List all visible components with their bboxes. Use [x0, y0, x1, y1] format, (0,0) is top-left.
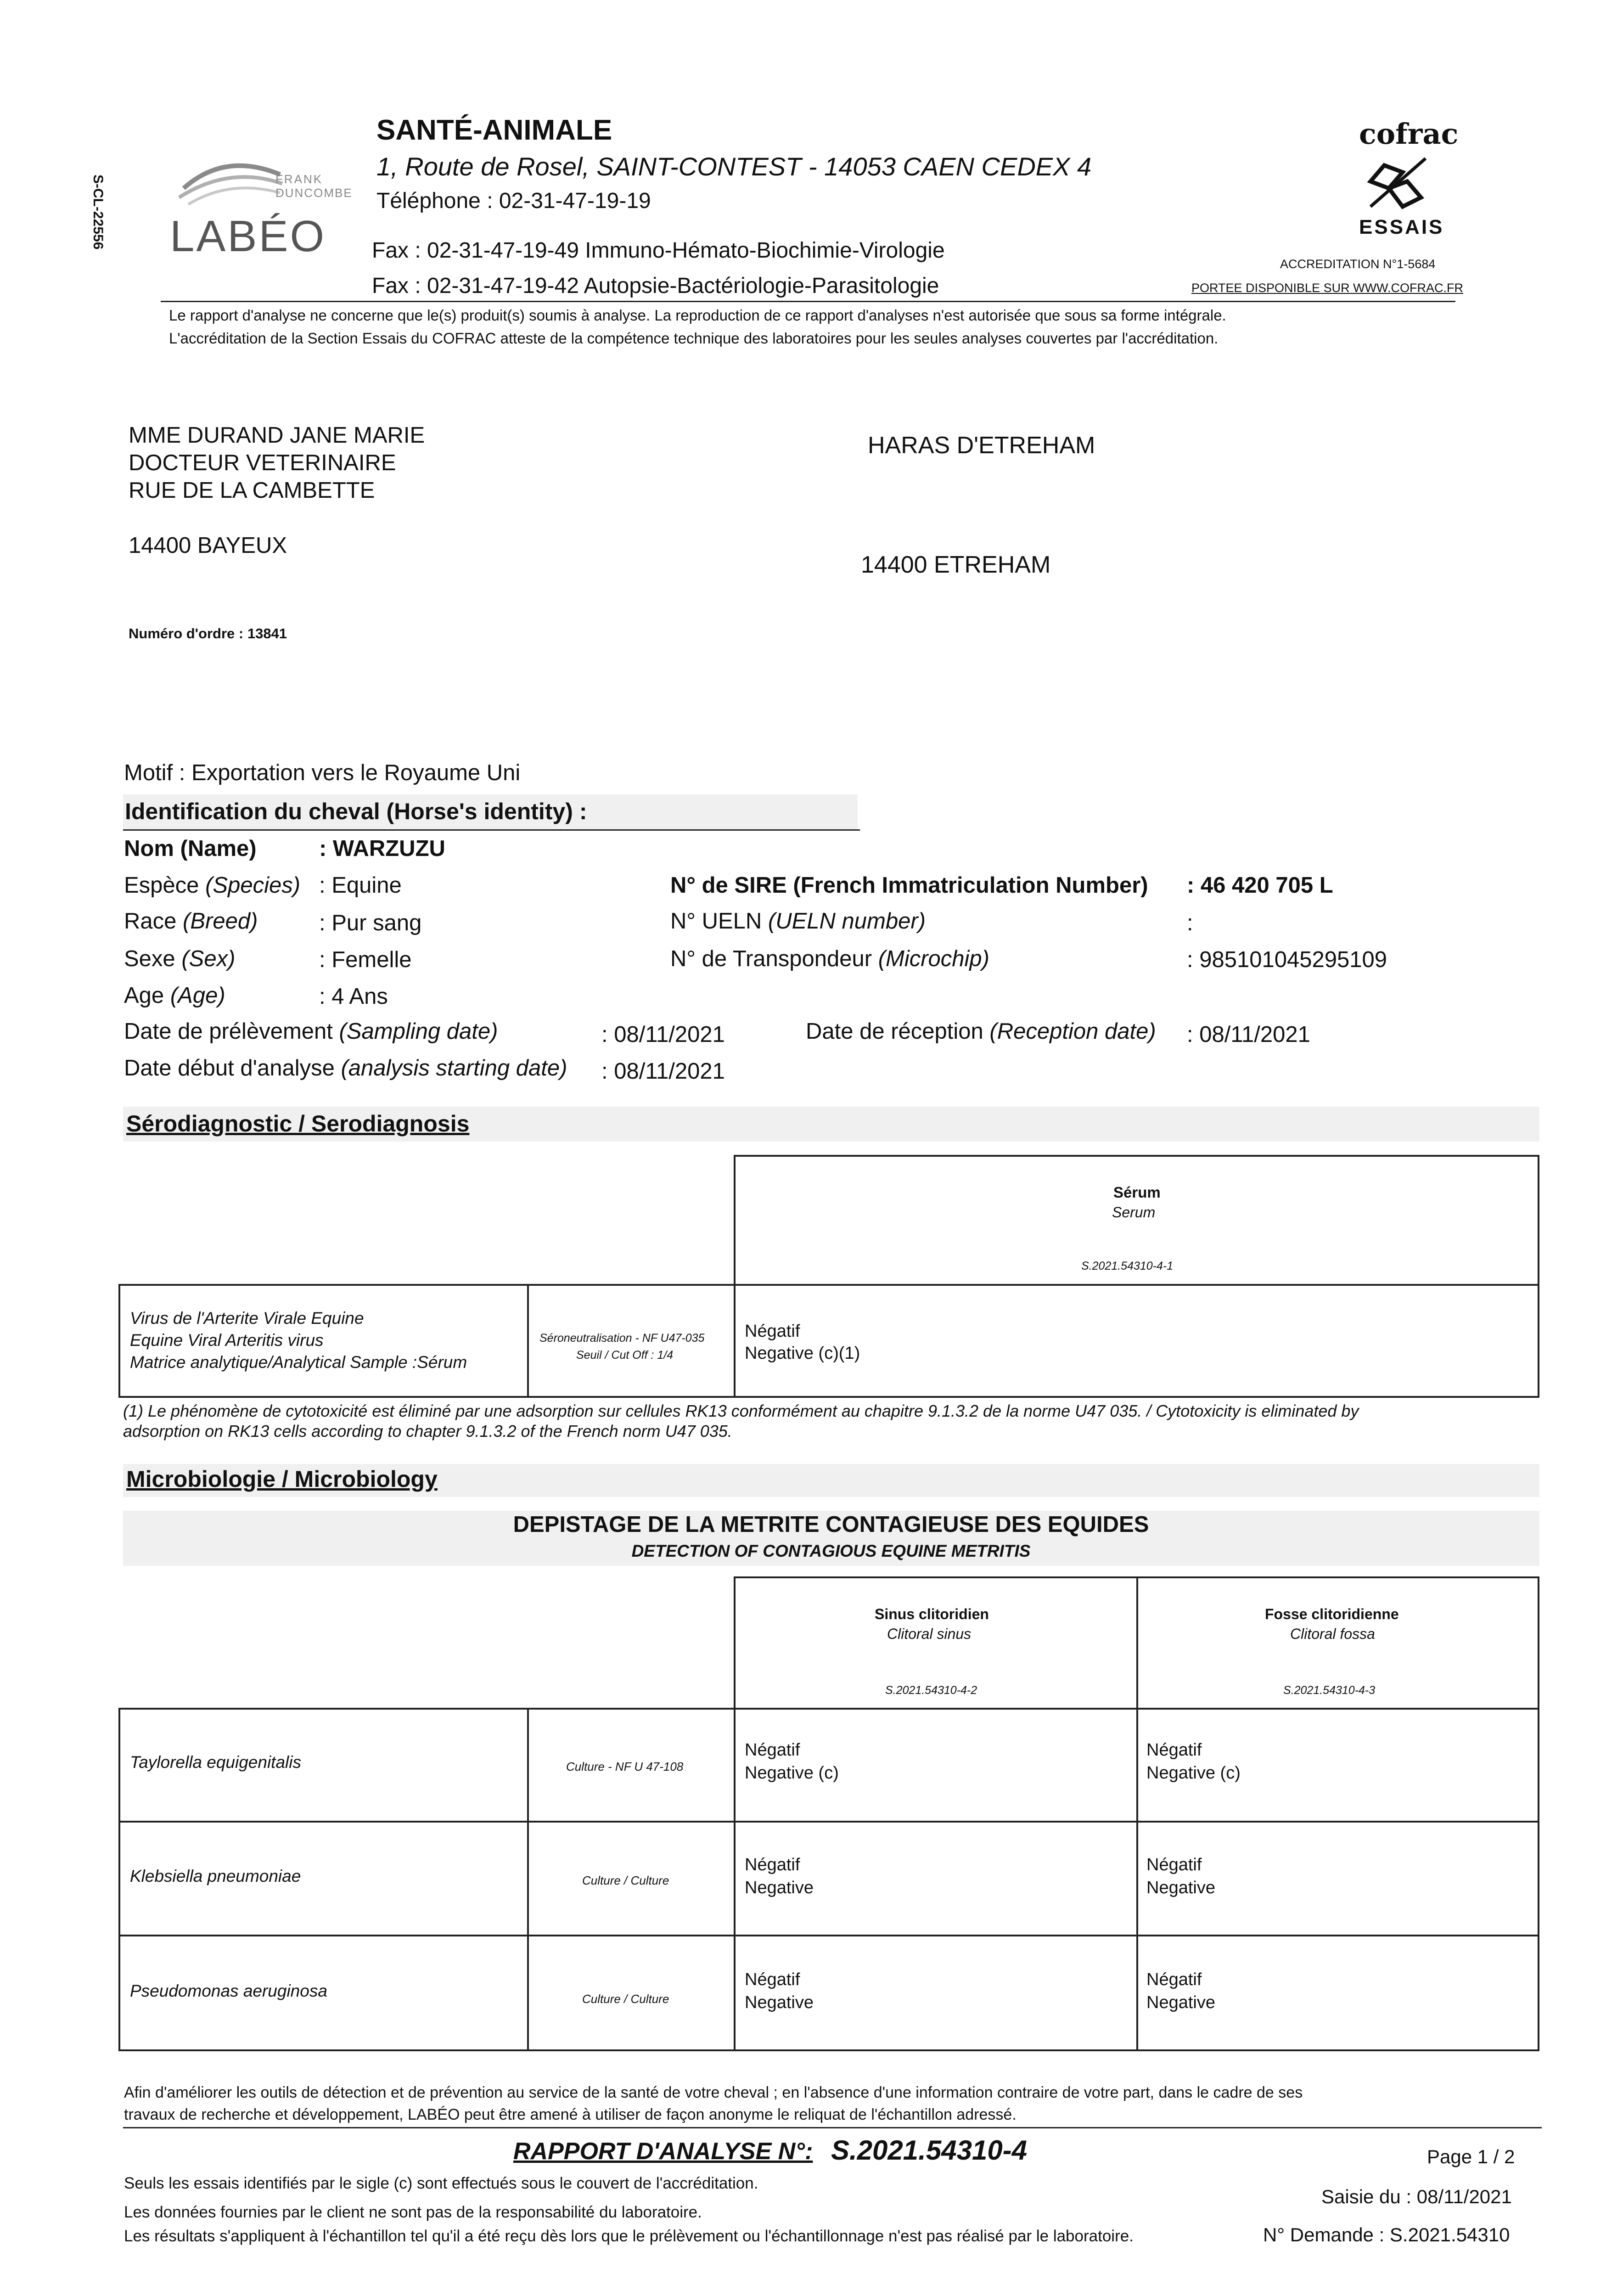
micro-col1-en: Clitoral sinus: [887, 1626, 972, 1642]
micro-results-table: [118, 1708, 1539, 2051]
start-value: : 08/11/2021: [601, 1059, 725, 1084]
species-value: : Equine: [319, 873, 402, 898]
motif: Motif : Exportation vers le Royaume Uni: [124, 760, 521, 785]
demande-number: N° Demande : S.2021.54310: [1260, 2224, 1510, 2246]
cofrac-essais: ESSAIS: [1359, 216, 1444, 238]
age-label: Age (Age): [124, 983, 225, 1008]
recipient-line4: 14400 BAYEUX: [129, 533, 287, 558]
transponder-label: N° de Transpondeur (Microchip): [670, 946, 989, 971]
cofrac-name: cofrac: [1359, 117, 1459, 151]
micro-row3-organism: Pseudomonas aeruginosa: [130, 1981, 327, 2000]
header-divider: [161, 301, 1455, 302]
reception-value: : 08/11/2021: [1187, 1022, 1310, 1047]
recipient-line1: MME DURAND JANE MARIE: [129, 423, 425, 448]
micro-col2-en: Clitoral fossa: [1290, 1626, 1375, 1642]
serodiag-col-divider2: [734, 1284, 736, 1398]
micro-col1-id: S.2021.54310-4-2: [885, 1684, 977, 1697]
footer-note-line2: travaux de recherche et développement, LABÉO peut être amené à utiliser de façon anonyme le reliquat de l'échantillon adressé.: [124, 2106, 1016, 2123]
labeo-logo: [165, 147, 358, 266]
serodiag-heading: Sérodiagnostic / Serodiagnosis: [126, 1111, 470, 1137]
sex-value: : Femelle: [319, 947, 412, 972]
report-label: RAPPORT D'ANALYSE N°:: [513, 2138, 813, 2165]
micro-row1-result2a: Négatif: [1146, 1740, 1202, 1760]
micro-heading: Microbiologie / Microbiology: [126, 1466, 438, 1492]
micro-row2-result1b: Negative: [745, 1878, 814, 1897]
micro-row3-result1a: Négatif: [745, 1970, 800, 1989]
micro-row1-result1b: Negative (c): [745, 1763, 839, 1783]
cofrac-emblem-icon: [1361, 154, 1435, 214]
identity-heading-rule: [123, 829, 860, 831]
sampling-label: Date de prélèvement (Sampling date): [124, 1019, 498, 1044]
serodiag-method-line1: Séroneutralisation - NF U47-035: [539, 1332, 705, 1345]
identity-heading: Identification du cheval (Horse's identity) :: [125, 799, 587, 824]
age-value: : 4 Ans: [319, 984, 388, 1009]
recipient-line2: DOCTEUR VETERINAIRE: [129, 450, 396, 475]
micro-row1-method: Culture - NF U 47-108: [566, 1760, 684, 1773]
transponder-value: : 985101045295109: [1187, 947, 1387, 972]
footer-divider: [123, 2127, 1542, 2128]
logo-labeo: LABÉO: [170, 212, 326, 261]
disclaimer-line1: Le rapport d'analyse ne concerne que le(s) produit(s) soumis à analyse. La reproduction de ce rapport d'analyses n'est autorisée que sous sa forme intégrale.: [169, 307, 1226, 324]
name-label: Nom (Name): [124, 836, 257, 861]
sampling-value: : 08/11/2021: [601, 1022, 725, 1047]
micro-row2-result2a: Négatif: [1146, 1855, 1202, 1874]
micro-col-divider1: [527, 1708, 529, 2051]
serodiag-test-line3: Matrice analytique/Analytical Sample :Sérum: [130, 1353, 467, 1372]
reception-label: Date de réception (Reception date): [806, 1019, 1156, 1044]
report-number: S.2021.54310-4: [831, 2135, 1028, 2166]
org-name: SANTÉ-ANIMALE: [376, 114, 612, 146]
micro-col2-fr: Fosse clitoridienne: [1265, 1606, 1399, 1622]
footer-line3: Les résultats s'appliquent à l'échantillon tel qu'il a été reçu dès lors que le prélèvement ou l'échantillonnage n'est pas réalisé par le laboratoire.: [124, 2227, 1134, 2245]
serodiag-footnote-line1: (1) Le phénomène de cytotoxicité est éliminé par une adsorption sur cellules RK13 conformément au chapitre 9.1.3.2 de la norme U47 035. / Cytotoxicity is eliminated by: [123, 1401, 1359, 1420]
micro-col-divider2: [734, 1708, 736, 2051]
micro-col-divider3: [1136, 1708, 1138, 2051]
cofrac-accreditation: ACCREDITATION N°1-5684: [1280, 257, 1436, 271]
serodiag-result-row: [118, 1284, 1539, 1398]
org-fax1: Fax : 02-31-47-19-49 Immuno-Hémato-Biochimie-Virologie: [372, 238, 945, 263]
micro-row2-organism: Klebsiella pneumoniae: [130, 1867, 301, 1885]
logo-swoosh-icon: [174, 147, 285, 207]
org-phone: Téléphone : 02-31-47-19-19: [376, 189, 651, 213]
micro-subtitle: DETECTION OF CONTAGIOUS EQUINE METRITIS: [631, 1542, 1031, 1560]
micro-title: DEPISTAGE DE LA METRITE CONTAGIEUSE DES EQUIDES: [513, 1512, 1149, 1537]
logo-duncombe: DUNCOMBE: [275, 186, 353, 200]
org-address: 1, Route de Rosel, SAINT-CONTEST - 14053 CAEN CEDEX 4: [376, 152, 1092, 181]
micro-row3-result2b: Negative: [1146, 1993, 1215, 2012]
sire-label: N° de SIRE (French Immatriculation Number): [670, 873, 1148, 898]
micro-row1-result2b: Negative (c): [1146, 1763, 1241, 1783]
micro-header-divider: [1136, 1576, 1138, 1710]
micro-col2-id: S.2021.54310-4-3: [1283, 1684, 1376, 1697]
side-code: S-CL-22556: [90, 174, 106, 250]
logo-frank: FRANK: [275, 172, 323, 186]
owner-line1: HARAS D'ETREHAM: [868, 432, 1095, 459]
species-label: Espèce (Species): [124, 873, 301, 898]
micro-row2-result1a: Négatif: [745, 1855, 800, 1874]
page-number: Page 1 / 2: [1427, 2146, 1515, 2167]
serodiag-result-line2: Negative (c)(1): [745, 1344, 860, 1363]
sire-value: : 46 420 705 L: [1187, 873, 1333, 898]
recipient-line3: RUE DE LA CAMBETTE: [129, 478, 375, 503]
micro-row1-organism: Taylorella equigenitalis: [130, 1753, 301, 1772]
micro-row2-method: Culture / Culture: [582, 1874, 669, 1887]
breed-label: Race (Breed): [124, 909, 258, 934]
serodiag-col-divider1: [527, 1284, 529, 1398]
micro-row-divider1: [118, 1821, 1539, 1823]
disclaimer-line2: L'accréditation de la Section Essais du COFRAC atteste de la compétence technique des laboratoires pour les seules analyses couvertes par l'accréditation.: [169, 330, 1219, 347]
saisie-date: Saisie du : 08/11/2021: [1321, 2186, 1512, 2207]
ueln-label: N° UELN (UELN number): [670, 909, 926, 934]
serodiag-footnote-line2: adsorption on RK13 cells according to chapter 9.1.3.2 of the French norm U47 035.: [123, 1422, 732, 1441]
start-label: Date début d'analyse (analysis starting date): [124, 1056, 567, 1080]
footer-line1: Seuls les essais identifiés par le sigle (c) sont effectués sous le couvert de l'accréditation.: [124, 2174, 758, 2192]
name-value: : WARZUZU: [319, 836, 445, 861]
breed-value: : Pur sang: [319, 911, 422, 935]
serodiag-sample-id: S.2021.54310-4-1: [1081, 1260, 1174, 1272]
cofrac-logo: [1331, 117, 1469, 255]
footer-note-line1: Afin d'améliorer les outils de détection et de prévention au service de la santé de votre cheval ; en l'absence d'une information contraire de votre part, dans le cadre de ses: [124, 2084, 1303, 2101]
micro-col1-fr: Sinus clitoridien: [875, 1606, 989, 1622]
micro-row2-result2b: Negative: [1146, 1878, 1215, 1897]
micro-row-divider2: [118, 1935, 1539, 1936]
micro-row1-result1a: Négatif: [745, 1740, 800, 1760]
serodiag-test-line1: Virus de l'Arterite Virale Equine: [130, 1309, 364, 1328]
serodiag-test-line2: Equine Viral Arteritis virus: [130, 1331, 324, 1350]
micro-row3-result1b: Negative: [745, 1993, 814, 2012]
micro-row3-method: Culture / Culture: [582, 1992, 669, 2006]
micro-row3-result2a: Négatif: [1146, 1970, 1202, 1989]
serodiag-sample-fr: Sérum: [1113, 1184, 1161, 1201]
sex-label: Sexe (Sex): [124, 946, 236, 971]
serodiag-method-line2: Seuil / Cut Off : 1/4: [576, 1349, 674, 1362]
serodiag-sample-en: Serum: [1112, 1204, 1156, 1221]
serodiag-result-line1: Négatif: [745, 1322, 800, 1341]
cofrac-portee-link[interactable]: PORTEE DISPONIBLE SUR WWW.COFRAC.FR: [1191, 281, 1464, 295]
org-fax2: Fax : 02-31-47-19-42 Autopsie-Bactériologie-Parasitologie: [372, 274, 939, 298]
order-number: Numéro d'ordre : 13841: [129, 625, 287, 642]
owner-line2: 14400 ETREHAM: [861, 551, 1051, 578]
footer-line2: Les données fournies par le client ne sont pas de la responsabilité du laboratoire.: [124, 2203, 702, 2221]
ueln-value: :: [1187, 911, 1193, 935]
